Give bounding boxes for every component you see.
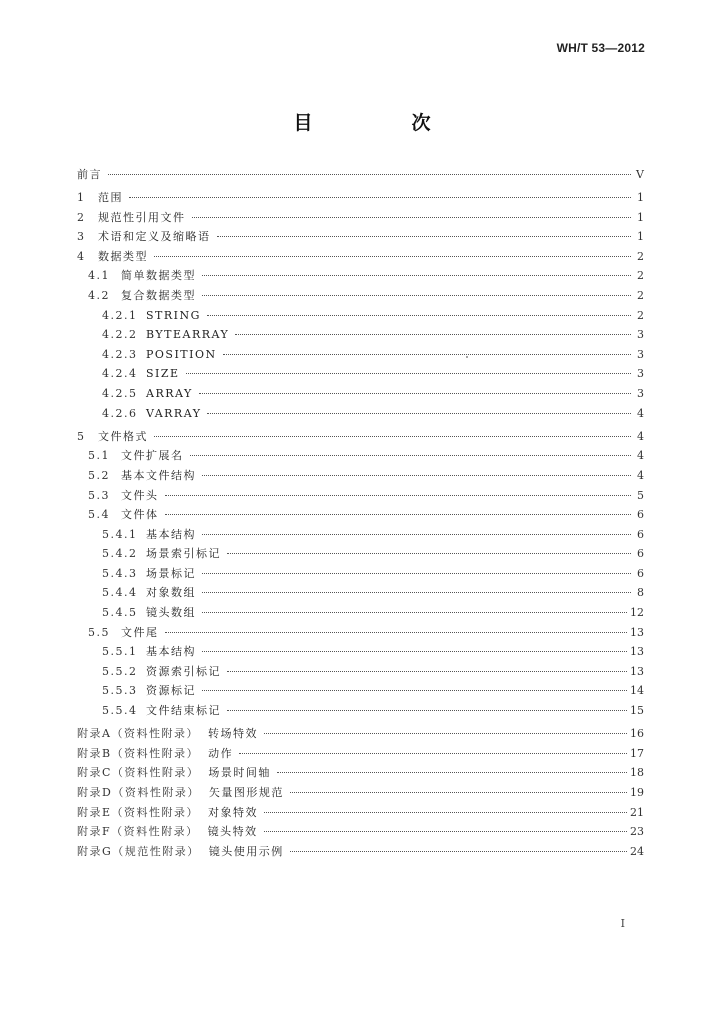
dot-leader bbox=[154, 256, 631, 257]
toc-entry-label: 基本结构 bbox=[146, 645, 196, 659]
toc-entry[interactable] bbox=[77, 266, 644, 286]
toc-entry-number: 4.2.5 bbox=[102, 387, 138, 401]
toc-entry-page: 14 bbox=[630, 684, 644, 698]
dot-leader bbox=[207, 315, 631, 316]
dot-leader bbox=[165, 495, 632, 496]
toc-entry-page: 21 bbox=[630, 805, 644, 819]
toc-entry-label: 文件体 bbox=[121, 508, 159, 522]
toc-entry-label: 规范性引用文件 bbox=[98, 210, 186, 224]
toc-entry[interactable] bbox=[77, 623, 644, 643]
toc-entry-page: 2 bbox=[637, 249, 644, 263]
toc-entry-number: 5 bbox=[77, 429, 86, 443]
dot-leader bbox=[108, 174, 631, 175]
toc-entry[interactable] bbox=[77, 583, 644, 603]
dot-leader bbox=[202, 651, 627, 652]
dot-leader bbox=[217, 236, 632, 237]
toc-entry-label: 转场特效 bbox=[207, 727, 258, 741]
toc-entry-label: 镜头使用示例 bbox=[208, 844, 284, 858]
toc-entry-label: 术语和定义及缩略语 bbox=[98, 230, 211, 244]
toc-entry[interactable] bbox=[77, 227, 644, 247]
toc-entry-page: 23 bbox=[630, 825, 644, 839]
toc-entry-label: 场景标记 bbox=[146, 566, 196, 580]
toc-entry[interactable] bbox=[77, 564, 644, 584]
toc-entry[interactable] bbox=[77, 701, 644, 721]
toc-entry[interactable] bbox=[77, 165, 644, 185]
toc-entry-label: 基本结构 bbox=[146, 527, 196, 541]
toc-entry-page: 6 bbox=[637, 527, 644, 541]
toc-entry[interactable] bbox=[77, 486, 644, 506]
toc-entry-number: 2 bbox=[77, 210, 86, 224]
toc-entry-label: 文件头 bbox=[121, 488, 159, 502]
toc-entry-page: 15 bbox=[630, 704, 644, 718]
toc-entry-label: 对象数组 bbox=[146, 586, 196, 600]
scan-speck bbox=[466, 356, 468, 358]
table-of-contents bbox=[77, 165, 644, 861]
dot-leader bbox=[202, 612, 627, 613]
toc-entry[interactable] bbox=[77, 427, 644, 447]
toc-entry-page: 2 bbox=[637, 269, 644, 283]
toc-entry-label: 文件格式 bbox=[98, 429, 148, 443]
toc-entry-page: 4 bbox=[637, 449, 644, 463]
toc-entry-page: 3 bbox=[637, 328, 644, 342]
toc-entry-number: 4.2 bbox=[88, 289, 110, 303]
toc-entry-page: 5 bbox=[637, 488, 644, 502]
toc-entry-number: 5.4.5 bbox=[102, 606, 138, 620]
toc-entry-page: 13 bbox=[630, 664, 644, 678]
toc-entry-label: 矢量图形规范 bbox=[208, 785, 284, 799]
toc-entry-page: 3 bbox=[637, 367, 644, 381]
toc-entry-page: 3 bbox=[637, 387, 644, 401]
toc-entry-number: 5.3 bbox=[88, 488, 110, 502]
toc-entry-number: 附录D（资料性附录） bbox=[77, 785, 200, 799]
toc-entry-page: 19 bbox=[630, 785, 644, 799]
dot-leader bbox=[239, 753, 627, 754]
toc-entry[interactable] bbox=[77, 286, 644, 306]
toc-entry-number: 4.2.3 bbox=[102, 347, 138, 361]
toc-entry-number: 5.5.4 bbox=[102, 704, 138, 718]
toc-entry[interactable] bbox=[77, 822, 644, 842]
dot-leader bbox=[165, 514, 632, 515]
toc-entry[interactable] bbox=[77, 404, 644, 424]
dot-leader bbox=[227, 710, 627, 711]
toc-entry-label: 场景时间轴 bbox=[208, 766, 271, 780]
dot-leader bbox=[129, 197, 631, 198]
toc-entry-number: 附录B（资料性附录） bbox=[77, 746, 200, 760]
toc-entry-number: 附录E（资料性附录） bbox=[77, 805, 200, 819]
toc-entry-label: BYTEARRAY bbox=[146, 328, 230, 342]
dot-leader bbox=[199, 393, 631, 394]
toc-entry-page: 24 bbox=[630, 844, 644, 858]
dot-leader bbox=[202, 475, 631, 476]
toc-entry[interactable] bbox=[77, 247, 644, 267]
toc-entry-number: 5.5.3 bbox=[102, 684, 138, 698]
toc-entry-number: 4.2.1 bbox=[102, 308, 138, 322]
toc-entry-page: 2 bbox=[637, 289, 644, 303]
toc-entry-page: 4 bbox=[637, 406, 644, 420]
dot-leader bbox=[290, 851, 627, 852]
toc-entry-page: 13 bbox=[630, 625, 644, 639]
toc-entry-page: 6 bbox=[637, 566, 644, 580]
dot-leader bbox=[202, 573, 631, 574]
dot-leader bbox=[192, 217, 632, 218]
toc-entry-page: 17 bbox=[630, 746, 644, 760]
document-code: WH/T 53—2012 bbox=[556, 41, 645, 55]
toc-entry[interactable] bbox=[77, 364, 644, 384]
toc-entry-page: 18 bbox=[630, 766, 644, 780]
toc-entry-number: 5.4.1 bbox=[102, 527, 138, 541]
toc-entry-label: 动作 bbox=[208, 746, 234, 760]
toc-entry[interactable] bbox=[77, 803, 644, 823]
toc-entry-number: 附录G（规范性附录） bbox=[77, 844, 200, 858]
toc-entry-page: 1 bbox=[637, 191, 644, 205]
toc-entry-page: V bbox=[636, 168, 644, 181]
toc-entry-label: 资源标记 bbox=[146, 684, 196, 698]
toc-entry-label: ARRAY bbox=[146, 387, 193, 401]
toc-entry-number: 5.4.4 bbox=[102, 586, 138, 600]
toc-entry-page: 8 bbox=[637, 586, 644, 600]
toc-entry-label: 对象特效 bbox=[208, 805, 259, 819]
toc-entry-label: 场景索引标记 bbox=[146, 547, 221, 561]
dot-leader bbox=[264, 733, 627, 734]
toc-entry[interactable] bbox=[77, 724, 644, 744]
toc-entry[interactable] bbox=[77, 505, 644, 525]
toc-entry[interactable] bbox=[77, 306, 644, 326]
toc-entry-number: 附录A（资料性附录） bbox=[77, 727, 199, 741]
toc-entry-number: 5.4.3 bbox=[102, 566, 138, 580]
toc-entry-number: 4 bbox=[77, 249, 86, 263]
toc-entry[interactable] bbox=[77, 642, 644, 662]
toc-entry-label: POSITION bbox=[146, 347, 217, 361]
dot-leader bbox=[227, 671, 627, 672]
toc-entry[interactable] bbox=[77, 544, 644, 564]
dot-leader bbox=[223, 354, 631, 355]
dot-leader bbox=[186, 373, 631, 374]
toc-entry[interactable] bbox=[77, 783, 644, 803]
page-number: I bbox=[620, 917, 625, 930]
dot-leader bbox=[264, 812, 627, 813]
toc-entry-page: 4 bbox=[637, 468, 644, 482]
toc-entry-number: 1 bbox=[77, 191, 86, 205]
toc-entry-label: 范围 bbox=[98, 191, 123, 205]
toc-entry-label: 文件扩展名 bbox=[121, 449, 184, 463]
toc-entry[interactable] bbox=[77, 384, 644, 404]
dot-leader bbox=[202, 275, 631, 276]
toc-entry-page: 1 bbox=[637, 230, 644, 244]
toc-entry-page: 3 bbox=[637, 347, 644, 361]
toc-entry-number: 5.5.2 bbox=[102, 664, 138, 678]
toc-entry[interactable] bbox=[77, 208, 644, 228]
toc-entry-number: 5.4 bbox=[88, 508, 110, 522]
toc-entry-label: STRING bbox=[146, 308, 201, 322]
toc-entry-number: 4.2.2 bbox=[102, 328, 138, 342]
toc-entry-number: 4.2.4 bbox=[102, 367, 138, 381]
toc-entry-number: 5.5 bbox=[88, 625, 110, 639]
toc-entry-number: 4.1 bbox=[88, 269, 110, 283]
toc-entry[interactable] bbox=[77, 446, 644, 466]
dot-leader bbox=[202, 592, 631, 593]
dot-leader bbox=[165, 632, 628, 633]
toc-entry-label: 复合数据类型 bbox=[121, 289, 196, 303]
toc-entry-page: 13 bbox=[630, 645, 644, 659]
toc-entry-label: SIZE bbox=[146, 367, 180, 381]
toc-entry-number: 5.2 bbox=[88, 468, 110, 482]
toc-entry[interactable] bbox=[77, 325, 644, 345]
dot-leader bbox=[202, 295, 631, 296]
toc-entry[interactable] bbox=[77, 603, 644, 623]
toc-entry-number: 5.1 bbox=[88, 449, 110, 463]
toc-entry[interactable] bbox=[77, 525, 644, 545]
dot-leader bbox=[207, 413, 631, 414]
toc-entry[interactable] bbox=[77, 466, 644, 486]
toc-entry[interactable] bbox=[77, 842, 644, 862]
dot-leader bbox=[154, 436, 631, 437]
toc-entry-label: 文件尾 bbox=[121, 625, 159, 639]
toc-entry-number: 附录C（资料性附录） bbox=[77, 766, 200, 780]
toc-entry-page: 12 bbox=[630, 606, 644, 620]
toc-entry-label: 文件结束标记 bbox=[146, 704, 221, 718]
dot-leader bbox=[227, 553, 631, 554]
dot-leader bbox=[290, 792, 627, 793]
toc-entry-label: VARRAY bbox=[146, 406, 202, 420]
toc-entry-number: 5.5.1 bbox=[102, 645, 138, 659]
toc-entry-number: 附录F（资料性附录） bbox=[77, 825, 199, 839]
toc-entry-page: 2 bbox=[637, 308, 644, 322]
toc-entry-page: 1 bbox=[637, 210, 644, 224]
dot-leader bbox=[202, 690, 627, 691]
toc-entry-label: 镜头数组 bbox=[146, 606, 196, 620]
toc-entry-label: 数据类型 bbox=[98, 249, 148, 263]
dot-leader bbox=[190, 455, 632, 456]
toc-entry[interactable] bbox=[77, 763, 644, 783]
toc-entry[interactable] bbox=[77, 188, 644, 208]
toc-entry-label: 资源索引标记 bbox=[146, 664, 221, 678]
toc-entry-label: 简单数据类型 bbox=[121, 269, 196, 283]
dot-leader bbox=[202, 534, 631, 535]
toc-entry-page: 16 bbox=[630, 727, 644, 741]
page-title: 目 次 bbox=[293, 112, 471, 134]
toc-entry-number: 5.4.2 bbox=[102, 547, 138, 561]
toc-entry-page: 6 bbox=[637, 508, 644, 522]
toc-entry-label: 镜头特效 bbox=[207, 825, 258, 839]
toc-entry[interactable] bbox=[77, 681, 644, 701]
toc-entry-page: 4 bbox=[637, 429, 644, 443]
toc-entry-label: 基本文件结构 bbox=[121, 468, 196, 482]
toc-entry-label: 前言 bbox=[77, 168, 102, 181]
toc-entry-number: 4.2.6 bbox=[102, 406, 138, 420]
dot-leader bbox=[264, 831, 627, 832]
dot-leader bbox=[235, 334, 631, 335]
toc-entry[interactable] bbox=[77, 662, 644, 682]
dot-leader bbox=[277, 772, 627, 773]
toc-entry[interactable] bbox=[77, 744, 644, 764]
toc-entry-number: 3 bbox=[77, 230, 86, 244]
toc-entry[interactable] bbox=[77, 345, 644, 365]
toc-entry-page: 6 bbox=[637, 547, 644, 561]
